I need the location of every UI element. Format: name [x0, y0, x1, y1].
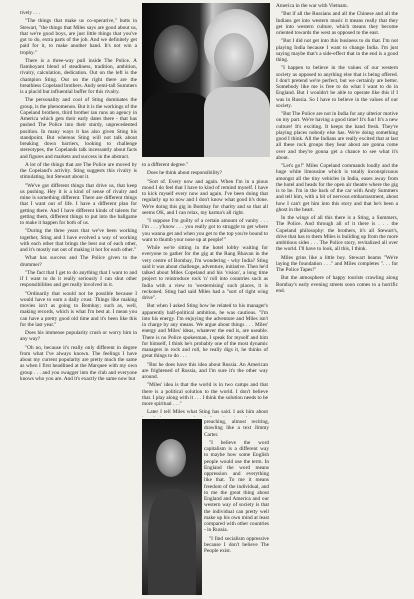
article-paragraph: "I suppose I'm guilty of a certain amount of vanity . . . I'm . . . y'know . . . you really got to struggle to get where you wanna get and when you get to the top you're bound to want to thumb your nose up at people!"	[142, 218, 268, 243]
article-paragraph: to a different degree."	[142, 162, 189, 168]
article-paragraph: A lot of the things that are The Police are moved by the Copeland's activity. Sting suggests this rivalry is stimulating, but Stewart about it.	[20, 161, 137, 181]
article-paragraph: There is a three-way pull inside The Police. A flamboyant blend of steadiness, tradition, ambition, rivalry, calculation, dedication. Out on the left is the champion Sting. Out on the right there are the breathless Copeland brothers. Andy semi-tall Summers is a placid but influential buffer for this rivalry.	[20, 57, 137, 95]
article-paragraph: "Sort of. Every now and again. When I'm in a pious mood I do feel that I have to kind of remind myself. I have to kick myself every now and again. I've been doing that regularly up to now and I don't know what good it's done. We're doing this gig in Bombay for charity and so that all seems OK, and I can relax, my karma's all right.	[142, 178, 268, 216]
article-paragraph: "We've got different things that drive us, that keep us pushing. Hey it is a kind of sense of rivalry and mine is something different. There are different things that I want out of life. I have a different plan for getting there. And I have different kinds of talents for getting them, different things to put into the ballgame to make it happen for both of us.	[20, 182, 137, 226]
portrait-figure-face	[156, 439, 186, 477]
article-paragraph: The personality and cool of Sting dominates the group, is the phenomenon. But it is the workings of the Copeland brothers, third brother ian runs an agency in America which gets their early dates there - that has pushed The Police into their sturdy, unprecedented position. In many ways it has also given Sting his standpoint. But whereas Sting will not talk about breaking down barriers, looking to challenge stereotypes, the Copelands talk incessantly about facts and figures and markets and success in the abstract.	[20, 97, 137, 160]
article-column-left	[20, 10, 137, 595]
article-column-right	[276, 3, 398, 595]
article-paragraph: What has success and The Police given to the drummer?	[20, 255, 137, 268]
article-paragraph: "Let's go!" Miles Copeland commands loudly and the huge white limousine which is totally inconspicuous amongst all the tiny vehicles in India, eases away from the hotel and heads for the open air theatre where the gig is to be. I'm in the back of the car with Andy Summers and tell him, with a bit of nervous embarrassment, about how I can't get him into this story and that he's been a ghost in the heart.	[276, 163, 398, 213]
article-paragraph: "I happen to believe in the values of our western society as opposed to anything else that is being offered. I don't pretend we're perfect, but we certainly are better. Somebody like me is free to do what I want to do in England. But I wouldn't be able to operate like this if I was in Russia. So I have to believe in the values of our society.	[276, 65, 398, 109]
article-paragraph: "I find socialism oppressive because I don't believe The People exist.	[204, 535, 269, 554]
article-paragraph: In the wings of all this there is a Sting, a Summers, The Police. And through all of it there is . . . the Copeland philosophy: the brothers, it's all Stewart's, drive that has to them Miles is building up from the more ambitious sides . . . The Police story, revitalized all over the world. I'll have to look, all this, I think.	[276, 215, 398, 253]
figure-left-body	[142, 93, 212, 157]
article-paragraph: preaching, almost reciting, drawling like a text Jimmy Carter.	[204, 419, 269, 438]
article-paragraph: But when I asked Sting how he related to his manager's apparently half-political ambition, he was cautious. "I'm into his energy. I'm enjoying the adventure and Miles isn't in charge by any means. We argue about things . . . Miles' energy and Miles' ideas, whatever the end is, are useable. There is no Police spokesman, I speak for myself and him for himself, I think he's probably one of the most dynamic managers in rock and roll, he really digs it, he thinks of great things to do . . .	[142, 303, 268, 360]
article-paragraph: "The fact that I get to do anything that I want to and if I want to do it really seriously I can shut other responsibilities and get really involved in it.	[20, 269, 137, 289]
portrait-photo	[142, 419, 202, 595]
article-paragraph: "Oh no, because it's really only different in degree from what I've always known. The feelings I have about my current popularity are pretty much the same as when I first headlined at the Marquee with my own group . . . and you swagger into the club and everyone knows who you are. And it's exactly the same now but	[20, 344, 137, 382]
portrait-figure-body	[148, 489, 196, 595]
band-photo	[142, 3, 270, 157]
article-paragraph: "But I did not get into this business to do that. I'm not playing India because I want to change India. I'm just saying maybe that's a side-effect that in the end is a good thing.	[276, 38, 398, 63]
article-paragraph: "But The Police are not in India for any ulterior motive on my part. We're having a good time! It's fun! It's a new culture! It's exciting. It keeps the band fresh. They're playing places nobody else has. We're doing something good I think. All the Indians are really excited that at last all these rock groups they hear about are gonna come over and they're gonna get a chance to see what it's about.	[276, 111, 398, 161]
article-paragraph: "Ordinarily that would not be possible because I would have to earn a daily crust. Things like making movies isn't as going to Bombay; such as, well, making records, which is what I'm best at. I mean you can have a pretty good old time and it's been like this for the last year."	[20, 290, 137, 328]
article-paragraph: "Miles' idea is that the world is in two camps and that there is a political solution to the world. I don't believe that. I play along with it . . . I think the solution needs to be more spiritual . . ."	[142, 382, 268, 407]
article-paragraph: "I believe the word capitalism is a different way to maybe how some English people would use the term. In England the word means oppression and everything like that. To me it means freedom of the individual, and to me the great thing about England and America and our western way of society is that the individual can pretty well make up his own mind at least compared with other countries - in Russia.	[204, 439, 269, 534]
article-paragraph: "The things that make us co-operative," butts in Stewart, "the things that Miles says are good about us, that we're good boys, are just little things that you've got to do, extra parts of the job. And we definitely get paid for it, to make another hand. It's not win a trophy."	[20, 18, 137, 56]
figure-right-body	[204, 87, 270, 157]
article-paragraph: "But if all the Russians and all the Chinese and all the Indians get into western music it means really that they get into western culture, which means they become oriented towards the west as opposed to the east.	[276, 11, 398, 36]
article-column-middle-lower	[204, 419, 269, 595]
article-paragraph: Does he think about responsibility?	[147, 170, 223, 177]
article-paragraph: "But he does have this idea about Russia. An American are frightened of Russia, and I'm sure it's the other way around.	[142, 361, 268, 380]
article-paragraph: Does his immense popularity crush or worry him in any way?	[20, 330, 137, 343]
article-paragraph: America in the war with Vietnam.	[276, 3, 348, 9]
article-paragraph: But the atmosphere of happy tourists crawling along Bombay's early evening streets soon comes to a horrific end.	[276, 275, 398, 294]
article-column-middle	[142, 162, 268, 417]
article-paragraph: "During the three years that we've been working together, Sting and I have evolved a way of working with each other that brings the best out of each other, and it's mostly not out of making it hot for each other."	[20, 228, 137, 253]
article-paragraph: While we're sitting in the hotel lobby waiting for everyone to gather for the gig at the Rang Bhavan in the very centre of Bombay, I'm wondering - why India? Sting said it was about challenge, adventure, initiative. Then he'd talked about Miles Copeland and his 'vision', a long time project to reintroduce rock 'n' roll into countries such as India with a view to 'westernising' such places, it is reckoned. Sting had said Miles had a "sort of right wing drive".	[142, 245, 268, 301]
article-paragraph: tively . . .	[20, 10, 41, 16]
article-paragraph: Miles grins like a little boy. Stewart beams "We're laying the foundation . . ." and Miles completes ". . . for The Police Tapes!"	[276, 254, 398, 273]
figure-left-face	[154, 25, 198, 83]
figure-right-face	[214, 33, 254, 81]
article-paragraph: Later I tell Miles what Sting has said. I ask him about	[147, 409, 268, 416]
